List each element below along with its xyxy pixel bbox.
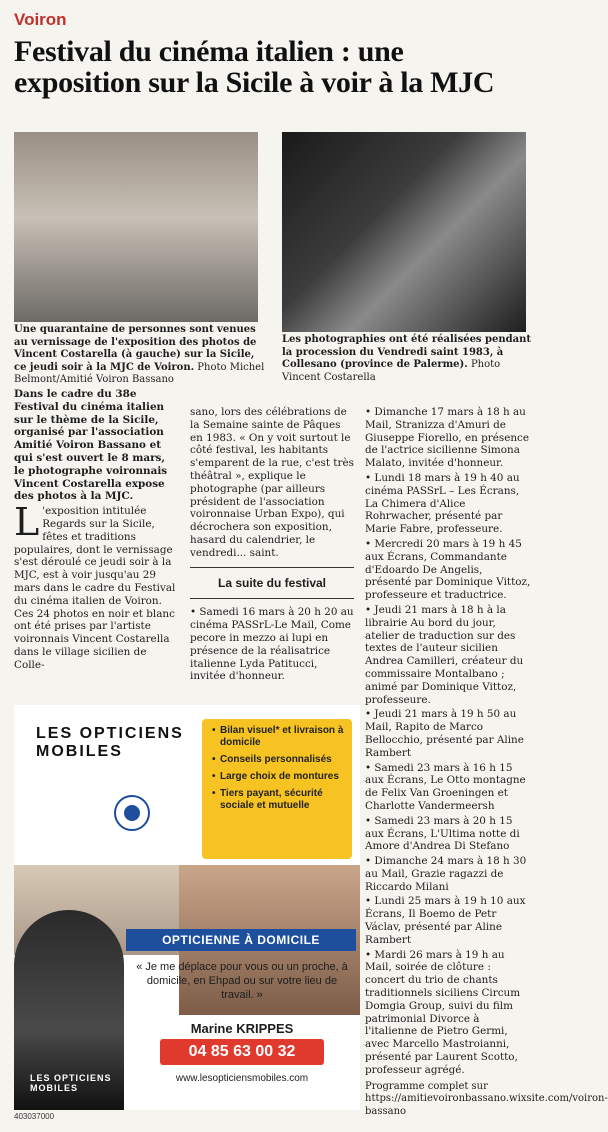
schedule-item: • Jeudi 21 mars à 19 h 50 au Mail, Rapito de Marco Bellocchio, présenté par Aline Rambert — [365, 708, 524, 759]
schedule-item: • Mardi 26 mars à 19 h au Mail, soirée de clôture : concert du trio de chants traditionnels siciliens Circum Domgia Group, suivi du film patrimonial Divorce à l'italienne de Pietro Germi, avec Marcello Mastroianni, présenté par Laurent Scotto, professeur agrégé. — [365, 948, 521, 1076]
drop-cap: L — [14, 500, 40, 545]
procession-photo — [282, 132, 526, 332]
article-body-1: L 'exposition intitulée Regards sur la Sicile, fêtes et traditions populaires, dont le vernissage s'est déroulé ce jeudi soir à la MJC, est à voir jusqu'au 29 mars dans le cadre du Festival du cinéma italien de Voiron. Ces 24 photos en noir et blanc ont été prises par l'artiste voironnais Vincent Costarella dans le village sicilien de Colle- — [14, 500, 176, 671]
ad-reference-code: 403037000 — [14, 1112, 55, 1121]
photo-caption-2 — [282, 334, 532, 384]
certified-service-badge-icon — [114, 795, 150, 831]
schedule-item: • Dimanche 24 mars à 18 h 30 au Mail, Grazie ragazzi de Riccardo Milani — [365, 855, 527, 893]
photo-caption-1 — [14, 324, 268, 387]
service-item: • Tiers payant, sécurité sociale et mutuelle — [212, 788, 346, 812]
caption-lead: Une quarantaine de personnes sont venues au vernissage de l'exposition des photos de Vincent Costarella (à gauche) sur la Sicile, ce jeudi soir à la MJC de Voiron. — [14, 324, 257, 373]
ad-banner: OPTICIENNE À DOMICILE — [126, 929, 356, 951]
schedule-item: • Jeudi 21 mars à 18 h à la librairie Au bord du jour, atelier de traduction sur des textes de l'auteur sicilien Andrea Camilleri, créateur du commissaire Montalbano ; animé par Dominique Vittoz, professeure. — [365, 603, 524, 706]
ad-contact-name: Marine KRIPPES — [190, 1021, 294, 1036]
service-item: • Large choix de montures — [212, 771, 346, 783]
article-intro: Dans le cadre du 38e Festival du cinéma italien sur le thème de la Sicile, organisé par l'association Amitié Voiron Bassano et qui s'est ouvert le 8 mars, le photographe voironnais Vincent Costarella expose des photos à la MJC. — [14, 388, 168, 503]
schedule-item: • Lundi 25 mars à 19 h 10 aux Écrans, Il Boemo de Petr Václav, présenté par Aline Rambert — [365, 895, 526, 946]
programme-link-note: Programme complet sur https://amitievoironbassano.wixsite.com/voiron-bassano — [365, 1080, 608, 1117]
caption-credit: Photo Michel Belmont/Amitié Voiron Bassano — [14, 361, 265, 385]
article-title: Festival du cinéma italien : une exposition sur la Sicile à voir à la MJC — [14, 35, 495, 99]
article-column-3 — [365, 406, 608, 1120]
service-item: • Conseils personnalisés — [212, 754, 346, 766]
section-title: La suite du festival — [217, 575, 327, 590]
ad-footer-logo: LES OPTICIENS MOBILES — [30, 1073, 112, 1093]
ad-services-box — [202, 719, 352, 859]
schedule-item: • Mercredi 20 mars à 19 h 45 aux Écrans, Commandante d'Edoardo De Angelis, présenté par Dominique Vittoz, professeure et traductrice. — [365, 537, 531, 602]
caption-credit: Photo Vincent Costarella — [282, 359, 501, 383]
divider — [190, 598, 354, 599]
exhibition-photo — [14, 132, 258, 322]
schedule-item: • Samedi 23 mars à 20 h 15 aux Écrans, L'Ultima notte di Amore d'Andrea Di Stefano — [365, 814, 520, 853]
schedule-item: • Samedi 23 mars à 16 h 15 aux Écrans, Le Otto montagne de Felix Van Groeningen et Charlotte Vandermeersh — [365, 761, 526, 812]
opticien-advertisement — [14, 705, 360, 1110]
article-column-2 — [190, 406, 354, 685]
caption-lead: Les photographies ont été réalisées pendant la procession du Vendredi saint 1983, à Collesano (province de Palerme). — [282, 334, 532, 370]
schedule-item: • Samedi 16 mars à 20 h 20 au cinéma PASSrL-Le Mail, Come pecore in mezzo ai lupi en présence de la réalisatrice italienne Lyda Patitucci, invitée d'honneur. — [190, 606, 354, 683]
article-body-2: sano, lors des célébrations de la Semaine sainte de Pâques en 1983. « On y voit surtout le côté festival, les habitants s'emparent de la rue, c'est très théâtral », explique le photographe (par ailleurs président de l'association voironnaise Urban Expo), qui décrochera son exposition, hasard du calendrier, le vendredi... saint. — [190, 406, 354, 559]
ad-website: www.lesopticiensmobiles.com — [175, 1073, 309, 1084]
service-item: • Bilan visuel* et livraison à domicile — [212, 725, 346, 749]
article-column-1 — [14, 388, 178, 674]
ad-phone-number: 04 85 63 00 32 — [160, 1039, 324, 1065]
divider — [190, 567, 354, 568]
schedule-item: • Dimanche 17 mars à 18 h au Mail, Stranizza d'Amuri de Giuseppe Fiorello, en présence de l'actrice sicilienne Simona Malato, invitée d'honneur. — [365, 406, 530, 470]
ad-quote: « Je me déplace pour vous ou un proche, à domicile, en Ehpad ou sur votre lieu de travail. » — [136, 961, 348, 1001]
location-label: Voiron — [14, 10, 67, 29]
ad-logo: LES OPTICIENS MOBILES — [36, 725, 184, 760]
schedule-item: • Lundi 18 mars à 19 h 40 au cinéma PASSrL – Les Écrans, La Chimera d'Alice Rohrwacher, présenté par Marie Fabre, professeure. — [365, 471, 520, 536]
